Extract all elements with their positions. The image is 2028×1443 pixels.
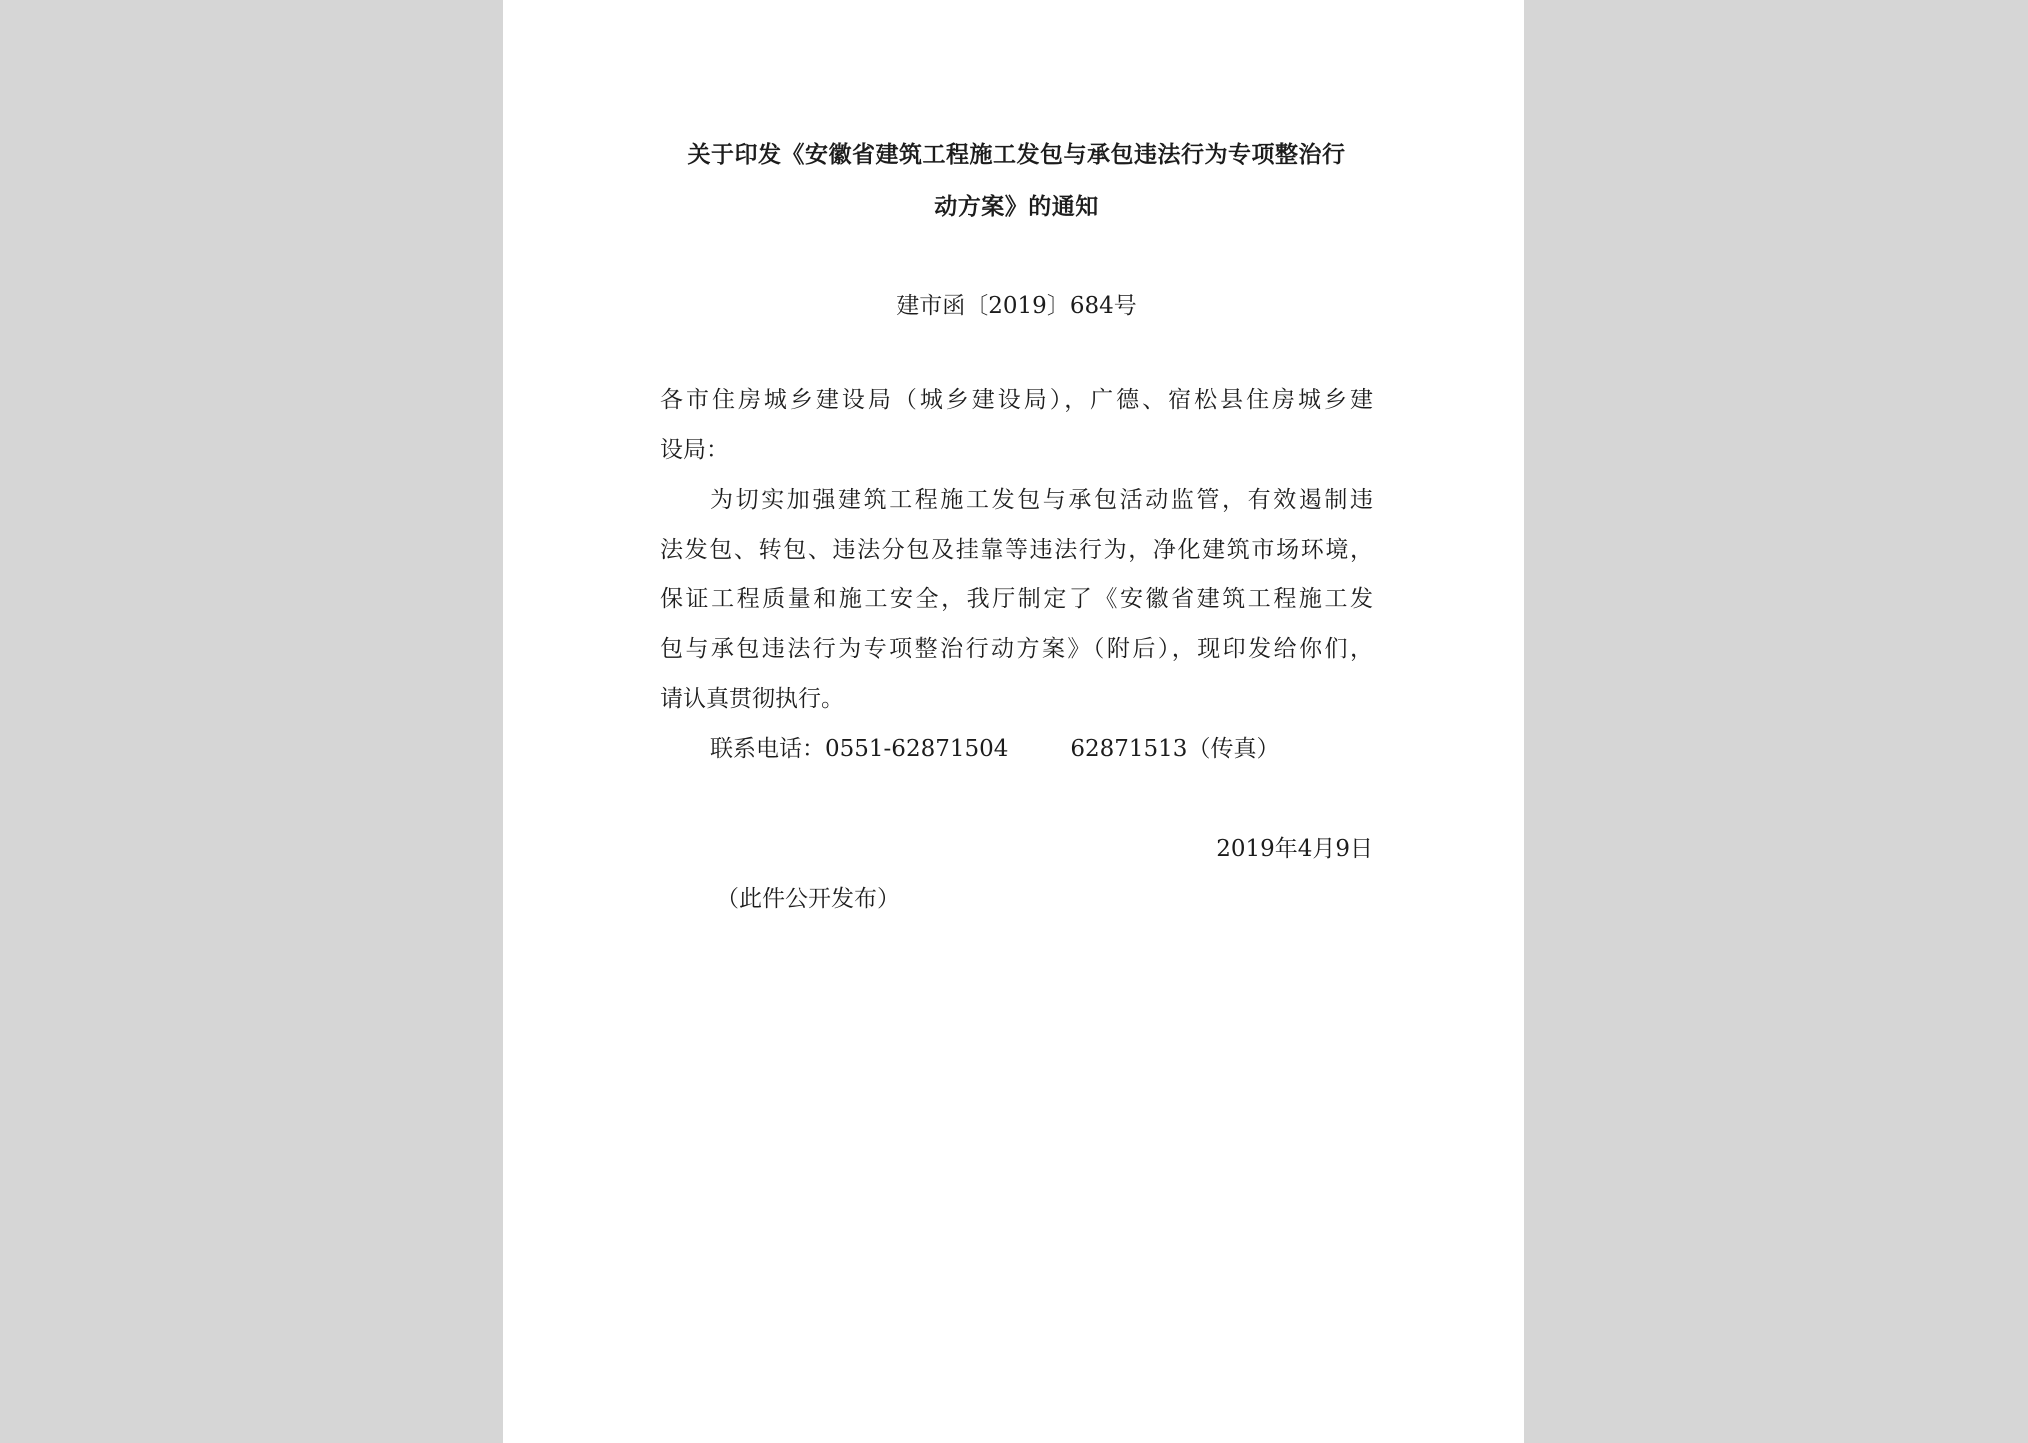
contact-fax: 62871513（传真）	[1070, 736, 1280, 762]
body-line-2: 法发包、转包、违法分包及挂靠等违法行为，净化建筑市场环境，	[660, 537, 1373, 563]
salutation-line-2: 设局：	[660, 437, 729, 463]
document-page	[503, 0, 1524, 1443]
document-title-line-1: 关于印发《安徽省建筑工程施工发包与承包违法行为专项整治行	[687, 141, 1346, 168]
body-line-1: 为切实加强建筑工程施工发包与承包活动监管，有效遏制违	[710, 487, 1373, 513]
publish-note: （此件公开发布）	[716, 886, 900, 912]
contact-line	[710, 734, 1279, 764]
body-line-5: 请认真贯彻执行。	[660, 686, 844, 712]
contact-phone: 联系电话：0551-62871504	[710, 736, 1009, 762]
document-title-line-2: 动方案》的通知	[934, 193, 1099, 220]
body-line-4: 包与承包违法行为专项整治行动方案》（附后），现印发给你们，	[660, 636, 1373, 662]
issue-date: 2019年4月9日	[1216, 836, 1373, 862]
salutation-line-1: 各市住房城乡建设局（城乡建设局），广德、宿松县住房城乡建	[660, 387, 1373, 413]
body-line-3: 保证工程质量和施工安全，我厅制定了《安徽省建筑工程施工发	[660, 586, 1373, 612]
document-number: 建市函〔2019〕684号	[896, 293, 1137, 319]
